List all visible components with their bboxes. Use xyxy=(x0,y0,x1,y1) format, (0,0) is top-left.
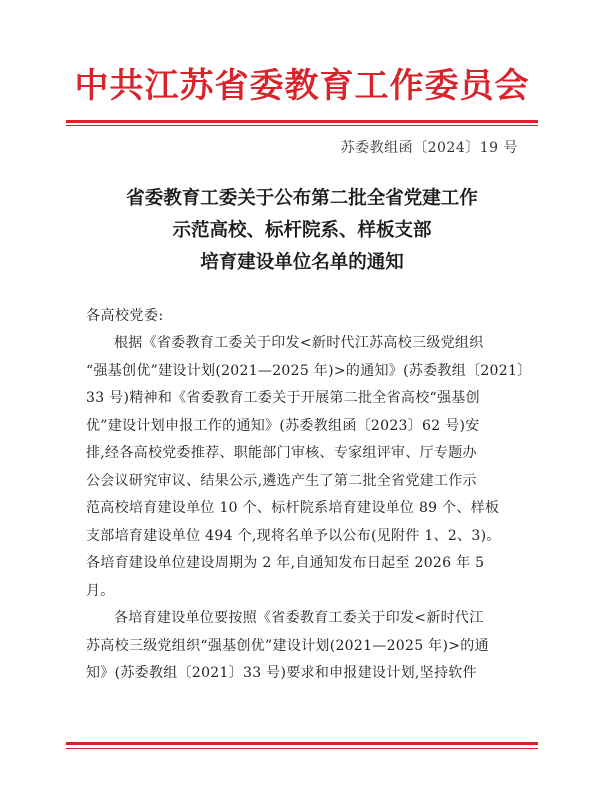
body-paragraph-2 xyxy=(86,605,518,688)
paragraph-line: “强基创优”建设计划(2021—2025 年)>的通知》(苏委教组〔2021〕 xyxy=(86,362,532,379)
paragraph-line: 各培育建设单位建设周期为 2 年,自通知发布日起至 2026 年 5 xyxy=(86,555,485,571)
body-paragraph-1 xyxy=(86,330,532,605)
footer-rule-thick xyxy=(66,742,538,745)
document-number: 苏委教组函〔2024〕19 号 xyxy=(340,140,518,156)
paragraph-line: 公会议研究审议、结果公示,遴选产生了第二批全省党建工作示 xyxy=(86,472,477,489)
footer-rule-thin xyxy=(66,748,538,749)
issuer-name: 中共江苏省委教育工作委员会 xyxy=(74,66,530,106)
paragraph-line: 优”建设计划申报工作的通知》(苏委教组函〔2023〕62 号)安 xyxy=(86,417,480,434)
paragraph-line: 苏高校三级党组织“强基创优”建设计划(2021—2025 年)>的通 xyxy=(86,637,489,654)
paragraph-line: 知》(苏委教组〔2021〕33 号)要求和申报建设计划,坚持软件 xyxy=(86,665,477,681)
paragraph-line: 各培育建设单位要按照《省委教育工委关于印发<新时代江 xyxy=(114,610,484,626)
title-line: 示范高校、标杆院系、样板支部 xyxy=(172,220,432,241)
header-rule-thick xyxy=(66,120,538,123)
paragraph-line: 根据《省委教育工委关于印发<新时代江苏高校三级党组织 xyxy=(114,335,484,351)
paragraph-line: 月。 xyxy=(86,582,115,599)
paragraph-line: 支部培育建设单位 494 个,现将名单予以公布(见附件 1、2、3)。 xyxy=(86,527,501,544)
title-line: 培育建设单位名单的通知 xyxy=(200,252,404,273)
paragraph-line: 33 号)精神和《省委教育工委关于开展第二批全省高校“强基创 xyxy=(86,390,480,406)
title-line: 省委教育工委关于公布第二批全省党建工作 xyxy=(126,188,478,209)
header-rule-thin xyxy=(66,125,538,126)
paragraph-line: 排,经各高校党委推荐、职能部门审核、专家组评审、厅专题办 xyxy=(86,445,477,461)
document-title xyxy=(0,183,604,279)
paragraph-line: 范高校培育建设单位 10 个、标杆院系培育建设单位 89 个、样板 xyxy=(86,500,500,516)
salutation: 各高校党委: xyxy=(86,308,164,324)
